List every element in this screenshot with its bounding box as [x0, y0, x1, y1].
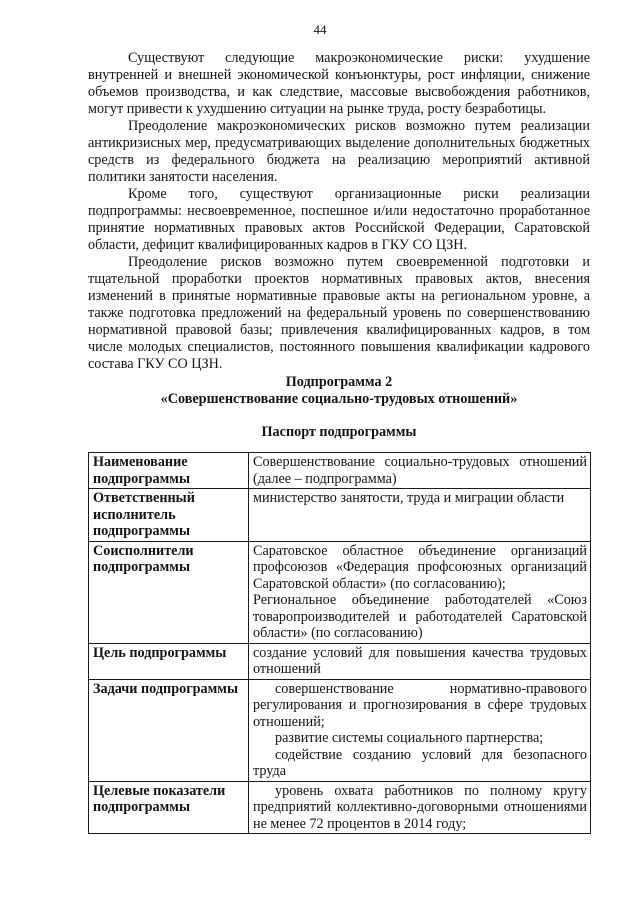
- subprogram-title: Подпрограмма 2: [285, 374, 393, 390]
- passport-title: Паспорт подпрограммы: [261, 424, 417, 440]
- paragraph-overcoming-macro-risks: Преодоление макроэкономических рисков возможно путем реализации антикризисных мер, предусматривающих выделение дополнительных бюджетных средств из федерального бюджета на реализацию мероприятий активной политики занятости населения.: [88, 118, 590, 185]
- table-row: [89, 489, 591, 542]
- table-row: [89, 541, 591, 643]
- table-row: [89, 453, 591, 489]
- passport-table: [88, 452, 591, 834]
- row-label: Цель подпрограммы: [89, 643, 249, 679]
- value-text: содействие созданию условий для безопасного труда: [253, 746, 587, 779]
- page-number: 44: [313, 22, 327, 37]
- row-value: [249, 453, 591, 489]
- paragraph-overcoming-risks: Преодоление рисков возможно путем своевременной подготовки и тщательной проработки проектов нормативных правовых актов, внесения изменений в принятые нормативные правовые акты на региональном уровне, а также подготовка предложений на федеральный уровень по совершенствованию нормативной правовой базы; привлечения квалифицированных кадров, в том числе молодых специалистов, постоянного повышения квалификации кадрового состава ГКУ СО ЦЗН.: [88, 254, 590, 372]
- value-text: министерство занятости, труда и миграции области: [253, 490, 565, 506]
- subprogram-name: «Совершенствование социально-трудовых отношений»: [160, 391, 518, 407]
- value-text: совершенствование нормативно-правового регулирования и прогнозирования в сфере трудовых отношений;: [253, 680, 587, 730]
- value-text: уровень охвата работников по полному кругу предприятий коллективно-договорными отношениями не менее 72 процентов в 2014 году;: [253, 782, 587, 832]
- value-text: создание условий для повышения качества трудовых отношений: [253, 644, 587, 677]
- table-row: [89, 679, 591, 781]
- row-label: Целевые показатели подпрограммы: [89, 781, 249, 834]
- row-value: [249, 781, 591, 834]
- row-label: Наименование подпрограммы: [89, 453, 249, 489]
- table-row: [89, 781, 591, 834]
- body-text: [88, 50, 590, 373]
- row-label: Соисполнители подпрограммы: [89, 541, 249, 643]
- value-text: Саратовское областное объединение организаций профсоюзов «Федерация профсоюзных организаций Саратовской области» (по согласованию);: [253, 542, 587, 592]
- value-text: Совершенствование социально-трудовых отношений (далее – подпрограмма): [253, 454, 587, 487]
- row-label: Задачи подпрограммы: [89, 679, 249, 781]
- row-value: [249, 679, 591, 781]
- row-label: Ответственный исполнитель подпрограммы: [89, 489, 249, 542]
- row-value: [249, 489, 591, 542]
- row-value: [249, 541, 591, 643]
- row-value: [249, 643, 591, 679]
- value-text: развитие системы социального партнерства;: [275, 730, 544, 746]
- subprogram-heading: [88, 374, 590, 408]
- table-row: [89, 643, 591, 679]
- paragraph-macro-risks: Существуют следующие макроэкономические риски: ухудшение внутренней и внешней экономической конъюнктуры, рост инфляции, снижение объемов производства, и как следствие, массовые высвобождения работников, могут привести к ухудшению ситуации на рынке труда, росту безработицы.: [88, 50, 590, 117]
- paragraph-organizational-risks: Кроме того, существуют организационные риски реализации подпрограммы: несвоевременное, поспешное и/или недостаточно проработанное принятие нормативных правовых актов Российской Федерации, Саратовской области, дефицит квалифицированных кадров в ГКУ СО ЦЗН.: [88, 186, 590, 253]
- value-text: Региональное объединение работодателей «Союз товаропроизводителей и работодателей Саратовской области» (по согласованию): [253, 592, 587, 641]
